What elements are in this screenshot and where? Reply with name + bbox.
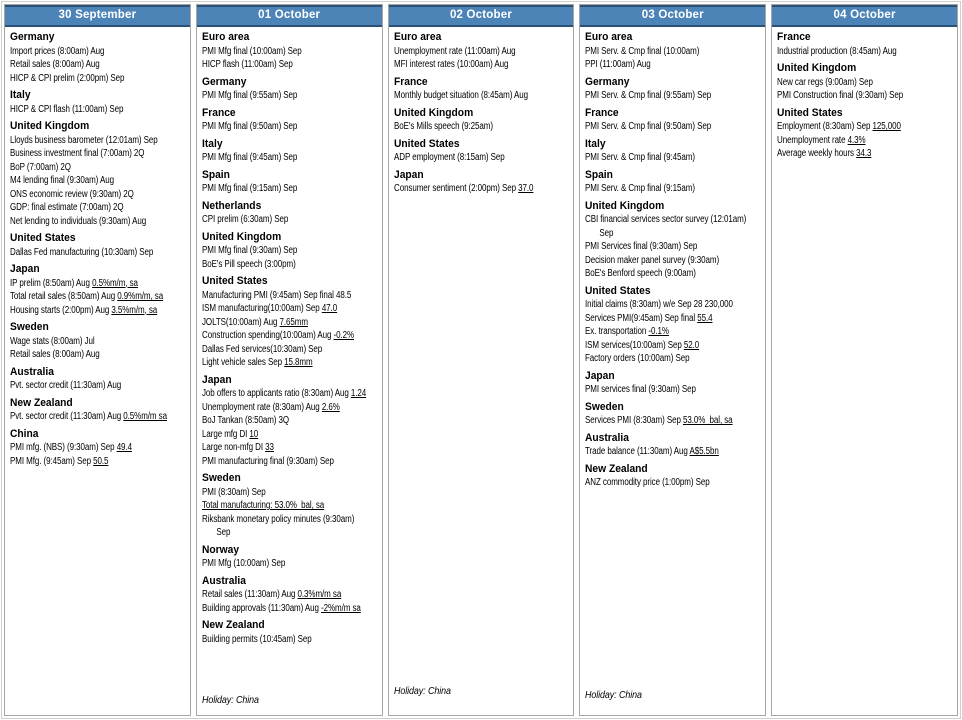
event-line <box>202 455 344 469</box>
country-group <box>202 370 380 469</box>
event-line <box>585 325 727 339</box>
event-value: 1.24 <box>350 388 366 399</box>
event-line <box>202 182 344 196</box>
country-heading: Euro area <box>201 31 250 43</box>
event-line <box>202 401 344 415</box>
event-text: HICP & CPI flash (11:00am) Sep <box>10 103 124 115</box>
country-heading: Italy <box>10 89 31 101</box>
event-line <box>10 348 152 362</box>
event-value: 49.4 <box>116 442 132 453</box>
event-text: HICP flash (11:00am) Sep <box>201 59 293 70</box>
event-line <box>10 134 158 148</box>
country-group <box>585 134 763 165</box>
event-line <box>585 213 747 240</box>
event-continuation: Sep <box>216 527 231 538</box>
event-text: BoJ Tankan (8:50am) 3Q <box>201 415 289 426</box>
country-heading: United States <box>393 137 460 150</box>
country-group <box>10 362 188 393</box>
event-line <box>202 151 344 165</box>
event-text: Monthly budget situation (8:45am) Aug <box>393 90 528 101</box>
event-line <box>10 246 152 260</box>
event-line <box>585 383 727 397</box>
event-text: PMI Mfg final (9:55am) Sep <box>201 90 298 101</box>
event-text: JOLTS(10:00am) Aug <box>201 316 280 328</box>
event-text: Lloyds business barometer (12:01am) Sep <box>10 134 158 146</box>
event-text: Manufacturing PMI (9:45am) Sep final 48.5 <box>201 289 352 301</box>
country-group <box>202 468 380 540</box>
event-text: PMI (8:30am) Sep <box>201 486 266 498</box>
event-line <box>10 441 152 455</box>
event-line <box>777 76 919 90</box>
event-text: Dallas Fed services(10:30am) Sep <box>201 343 322 355</box>
country-group <box>202 615 380 646</box>
event-line <box>585 339 727 353</box>
event-value: -0.1% <box>648 326 670 337</box>
event-line <box>585 151 727 165</box>
country-heading: Italy <box>201 137 223 150</box>
event-value: 4.3% <box>847 134 866 146</box>
event-line <box>585 58 727 72</box>
event-line <box>202 633 344 647</box>
event-value: 0.5%m/m, sa <box>92 277 138 289</box>
event-text: CPI prelim (6:30am) Sep <box>201 214 288 225</box>
event-text: Housing starts (2:00pm) Aug <box>10 304 112 316</box>
event-line <box>777 147 919 161</box>
event-line <box>394 120 536 134</box>
event-value: 125,000 <box>872 121 902 132</box>
event-text: Trade balance (11:30am) Aug <box>585 446 690 457</box>
event-text: Services PMI (8:30am) Sep <box>585 415 684 426</box>
country-heading: Germany <box>585 75 630 88</box>
event-text: Average weekly hours <box>777 148 857 159</box>
event-line <box>202 356 344 370</box>
event-text: Business investment final (7:00am) 2Q <box>10 148 145 159</box>
event-text: Large mfg DI <box>201 428 250 440</box>
event-text: Retail sales (8:00am) Aug <box>10 59 100 70</box>
event-line <box>585 267 727 281</box>
day-events <box>5 27 190 715</box>
event-line <box>202 58 344 72</box>
event-text: Initial claims (8:30am) w/e Sep 28 230,000 <box>585 299 734 310</box>
event-line <box>202 45 344 59</box>
country-heading: United States <box>585 284 651 297</box>
event-line <box>10 290 164 304</box>
day-column <box>388 4 575 716</box>
event-line <box>202 343 344 357</box>
day-header: 04 October <box>772 5 957 27</box>
event-text: New car regs (9:00am) Sep <box>777 76 874 88</box>
country-group <box>202 103 380 134</box>
event-line <box>10 72 152 86</box>
event-text: Building permits (10:45am) Sep <box>201 633 312 645</box>
country-heading: New Zealand <box>585 462 649 475</box>
day-events <box>389 27 574 715</box>
event-text: Net lending to individuals (9:30am) Aug <box>10 215 147 227</box>
event-text: BoE's Mills speech (9:25am) <box>393 121 493 132</box>
day-column <box>771 4 958 716</box>
holiday-note: Holiday: China <box>201 694 259 706</box>
event-text: PMI Mfg final (9:30am) Sep <box>201 245 298 256</box>
event-value: 7.65mm <box>279 316 308 328</box>
event-text: BoP (7:00am) 2Q <box>10 161 71 173</box>
event-text: PMI mfg. (NBS) (9:30am) Sep <box>10 442 117 453</box>
event-text: Pvt. sector credit (11:30am) Aug <box>10 380 122 391</box>
country-heading: Japan <box>585 369 616 382</box>
event-line <box>394 58 536 72</box>
event-text: ISM manufacturing(10:00am) Sep <box>201 303 322 314</box>
event-text: Riksbank monetary policy minutes (9:30am) <box>201 513 355 525</box>
event-value: 34.3 <box>856 148 872 159</box>
country-group <box>585 31 763 72</box>
event-value: 37.0 <box>517 183 534 194</box>
event-line <box>10 335 152 349</box>
event-line <box>777 45 919 59</box>
country-group <box>10 85 188 116</box>
event-text: Employment (8:30am) Sep <box>777 121 873 132</box>
country-group <box>202 165 380 196</box>
event-text: PMI Construction final (9:30am) Sep <box>777 90 904 101</box>
event-text: Decision maker panel survey (9:30am) <box>585 254 720 266</box>
event-value: 33 <box>264 442 274 453</box>
country-group <box>202 196 380 227</box>
day-header: 01 October <box>197 5 382 27</box>
country-group <box>394 103 572 134</box>
event-text: PMI Mfg final (9:15am) Sep <box>201 183 298 194</box>
country-heading: Sweden <box>585 400 625 413</box>
event-line <box>585 89 727 103</box>
event-line <box>202 258 344 272</box>
day-header: 30 September <box>5 5 190 27</box>
event-text: IP prelim (8:50am) Aug <box>10 277 93 289</box>
country-heading: Euro area <box>585 31 633 43</box>
country-heading: United States <box>10 232 76 244</box>
event-line <box>202 89 344 103</box>
day-events <box>197 27 382 715</box>
economic-calendar-table <box>1 1 961 719</box>
event-text: PMI services final (9:30am) Sep <box>585 384 697 395</box>
event-line <box>585 182 727 196</box>
country-group <box>10 31 188 85</box>
country-heading: China <box>10 427 39 440</box>
event-text: GDP: final estimate (7:00am) 2Q <box>10 202 124 213</box>
event-value: 55.4 <box>697 312 713 324</box>
event-text: Total retail sales (8:50am) Aug <box>10 291 118 302</box>
country-heading: Netherlands <box>201 199 262 212</box>
country-heading: United States <box>777 106 843 119</box>
event-value: A$5.5bn <box>689 446 720 457</box>
event-line <box>585 240 727 254</box>
country-heading: Australia <box>10 365 54 378</box>
event-text: ISM services(10:00am) Sep <box>585 339 685 351</box>
event-text: Unemployment rate <box>777 134 848 146</box>
event-line <box>585 254 727 268</box>
country-group <box>585 196 763 281</box>
event-text: ANZ commodity price (1:00pm) Sep <box>585 477 710 488</box>
country-group <box>10 424 188 469</box>
country-heading: Euro area <box>393 31 441 43</box>
event-value: 10 <box>249 428 258 440</box>
country-heading: Spain <box>201 168 230 181</box>
event-text: Retail sales (8:00am) Aug <box>10 349 100 360</box>
event-value: 47.0 <box>321 303 337 314</box>
event-text: PMI Mfg. (9:45am) Sep <box>10 455 94 467</box>
event-value: 3.5%m/m, sa <box>111 304 158 316</box>
event-text: Unemployment rate (11:00am) Aug <box>393 45 516 57</box>
country-group <box>394 72 572 103</box>
event-line <box>202 441 344 455</box>
country-heading: New Zealand <box>201 619 265 631</box>
country-group <box>585 459 763 490</box>
event-line <box>202 414 344 428</box>
event-line <box>201 329 354 343</box>
event-text: Pvt. sector credit (11:30am) Aug <box>10 411 124 422</box>
day-events <box>772 27 957 715</box>
event-line <box>585 352 727 366</box>
event-text: PPI (11:00am) Aug <box>585 59 652 70</box>
event-line <box>10 215 152 229</box>
event-line <box>201 289 352 303</box>
event-text: Light vehicle sales Sep <box>201 357 284 368</box>
event-line <box>10 147 152 161</box>
event-line <box>10 103 152 117</box>
event-line <box>10 410 167 424</box>
country-heading: France <box>201 106 236 119</box>
country-heading: Australia <box>585 431 630 444</box>
country-heading: United Kingdom <box>393 106 473 119</box>
day-events <box>580 27 765 715</box>
event-line <box>585 298 734 312</box>
event-line <box>10 379 152 393</box>
event-text: HICP & CPI prelim (2:00pm) Sep <box>10 72 125 84</box>
event-continuation: Sep <box>599 227 614 239</box>
event-text: PMI Serv. & Cmp final (10:00am) <box>585 45 700 57</box>
country-group <box>777 58 955 103</box>
event-line <box>10 455 152 469</box>
event-line <box>201 513 355 540</box>
event-text: Ex. transportation <box>585 326 649 337</box>
event-line <box>585 476 727 490</box>
event-line <box>10 188 152 202</box>
event-text: Unemployment rate (8:30am) Aug <box>201 401 322 413</box>
country-heading: Japan <box>393 168 424 181</box>
event-text: CBI financial services sector survey (12:01am) <box>585 214 747 225</box>
event-text: Large non-mfg DI <box>201 442 265 453</box>
event-text: Wage stats (8:00am) Jul <box>10 335 95 347</box>
event-text: PMI Mfg final (10:00am) Sep <box>201 45 302 57</box>
country-heading: France <box>393 75 428 88</box>
country-heading: France <box>585 106 620 119</box>
event-text: Building approvals (11:30am) Aug <box>201 602 321 614</box>
country-group <box>202 271 380 370</box>
holiday-note: Holiday: China <box>393 685 451 697</box>
event-value: 2.6% <box>321 401 340 413</box>
country-group <box>202 571 380 616</box>
event-line <box>585 120 727 134</box>
event-text: PMI Mfg final (9:50am) Sep <box>201 121 298 132</box>
country-heading: France <box>777 31 811 43</box>
country-heading: United Kingdom <box>585 199 665 212</box>
country-group <box>394 165 572 196</box>
country-group <box>202 134 380 165</box>
event-text: PMI Serv. & Cmp final (9:15am) <box>585 183 696 194</box>
country-heading: Germany <box>201 75 247 88</box>
event-line <box>202 302 344 316</box>
event-line <box>777 120 919 134</box>
event-line <box>10 45 152 59</box>
event-line <box>394 151 536 165</box>
country-heading: Spain <box>585 168 614 181</box>
day-column <box>579 4 766 716</box>
country-group <box>10 393 188 424</box>
event-line <box>202 588 344 602</box>
country-group <box>10 228 188 259</box>
country-heading: Germany <box>10 31 55 43</box>
country-group <box>585 281 763 366</box>
country-group <box>585 366 763 397</box>
event-value: -0.2% <box>333 330 354 341</box>
event-value: 52.0 <box>684 339 700 351</box>
event-text: BoE's Benford speech (9:00am) <box>585 268 697 279</box>
country-heading: Australia <box>201 574 246 587</box>
country-group <box>10 317 188 362</box>
country-group <box>777 103 955 161</box>
event-text: PMI manufacturing final (9:30am) Sep <box>201 455 334 467</box>
event-line <box>202 120 344 134</box>
event-value: 50.5 <box>93 455 109 467</box>
country-group <box>394 134 572 165</box>
day-column <box>196 4 383 716</box>
event-line <box>202 499 344 513</box>
event-line <box>777 89 919 103</box>
day-header: 02 October <box>389 5 574 27</box>
country-group <box>10 116 188 228</box>
country-group <box>202 31 380 72</box>
event-text: PMI Mfg (10:00am) Sep <box>201 558 286 569</box>
event-line <box>202 557 344 571</box>
event-text: PMI Mfg final (9:45am) Sep <box>201 152 298 163</box>
event-value: 0.5%m/m sa <box>123 411 167 422</box>
country-group <box>202 72 380 103</box>
event-line <box>394 182 536 196</box>
event-text: Dallas Fed manufacturing (10:30am) Sep <box>10 246 154 258</box>
country-heading: United States <box>201 275 268 287</box>
holiday-note: Holiday: China <box>585 689 643 701</box>
country-heading: Sweden <box>201 472 241 484</box>
country-heading: Sweden <box>10 321 49 333</box>
event-line <box>394 45 536 59</box>
event-text: ADP employment (8:15am) Sep <box>393 152 505 163</box>
event-line <box>201 602 361 616</box>
country-group <box>585 103 763 134</box>
event-line <box>202 244 344 258</box>
country-group <box>202 540 380 571</box>
event-text: Import prices (8:00am) Aug <box>10 45 105 57</box>
event-text: Factory orders (10:00am) Sep <box>585 353 690 364</box>
country-heading: Japan <box>10 263 40 275</box>
event-text: Construction spending(10:00am) Aug <box>201 330 334 341</box>
country-heading: United Kingdom <box>777 62 857 74</box>
event-line <box>394 89 536 103</box>
event-line <box>202 486 344 500</box>
country-heading: Japan <box>201 373 232 386</box>
country-group <box>585 72 763 103</box>
event-text: Industrial production (8:45am) Aug <box>777 45 897 57</box>
event-value: 0.9%m/m, sa <box>117 291 164 302</box>
country-group <box>394 31 572 72</box>
event-line <box>10 277 152 291</box>
event-text: Services PMI(9:45am) Sep final <box>585 312 698 324</box>
event-text: Retail sales (11:30am) Aug <box>201 589 298 600</box>
country-heading: Norway <box>201 543 239 556</box>
event-line <box>10 201 152 215</box>
country-group <box>777 31 955 58</box>
event-value: Total manufacturing: 53.0% bal, sa <box>201 500 324 511</box>
country-heading: United Kingdom <box>10 120 90 132</box>
event-line <box>10 174 152 188</box>
event-text: M4 lending final (9:30am) Aug <box>10 175 114 186</box>
event-line <box>201 387 366 401</box>
event-line <box>10 58 152 72</box>
event-text: Consumer sentiment (2:00pm) Sep <box>393 183 518 194</box>
event-text: PMI Serv. & Cmp final (9:55am) Sep <box>585 90 712 101</box>
event-line <box>777 134 919 148</box>
country-group <box>202 227 380 272</box>
country-group <box>585 428 763 459</box>
event-line <box>202 428 344 442</box>
event-line <box>585 312 727 326</box>
country-heading: New Zealand <box>10 396 73 409</box>
event-line <box>10 304 158 318</box>
event-text: PMI Serv. & Cmp final (9:50am) Sep <box>585 121 712 132</box>
day-header: 03 October <box>580 5 765 27</box>
event-line <box>202 213 344 227</box>
event-text: BoE's Pill speech (3:00pm) <box>201 258 296 270</box>
event-value: 0.3%m/m sa <box>297 589 341 600</box>
event-line <box>585 414 733 428</box>
event-text: MFI interest rates (10:00am) Aug <box>393 59 508 70</box>
event-text: PMI Serv. & Cmp final (9:45am) <box>585 152 696 163</box>
event-value: 53.0% bal, sa <box>683 415 733 426</box>
country-group <box>10 259 188 317</box>
day-column <box>4 4 191 716</box>
event-value: 15.8mm <box>283 357 313 368</box>
event-line <box>585 445 727 459</box>
event-value: -2%m/m sa <box>320 602 361 614</box>
country-group <box>585 165 763 196</box>
event-text: PMI Services final (9:30am) Sep <box>585 241 698 252</box>
country-group <box>585 397 763 428</box>
event-line <box>585 45 727 59</box>
country-heading: United Kingdom <box>201 230 282 243</box>
event-text: ONS economic review (9:30am) 2Q <box>10 188 134 200</box>
country-heading: Italy <box>585 137 606 150</box>
event-text: Job offers to applicants ratio (8:30am) Aug <box>201 388 351 399</box>
event-line <box>202 316 344 330</box>
event-line <box>10 161 152 175</box>
